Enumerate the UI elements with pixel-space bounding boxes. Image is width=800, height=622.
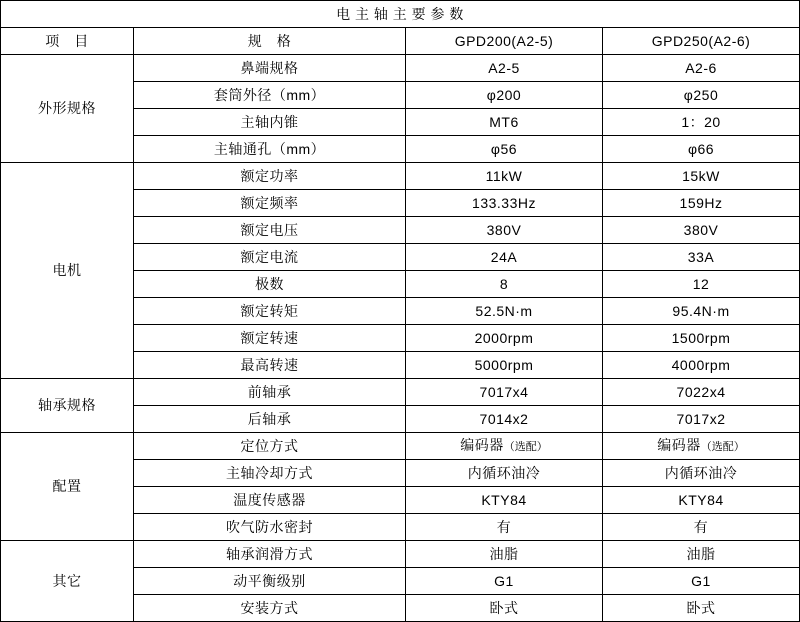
row-value-model-1: φ200 xyxy=(406,82,603,109)
row-value-model-2: 内循环油冷 xyxy=(603,460,800,487)
row-value-model-2: 33A xyxy=(603,244,800,271)
group-label: 其它 xyxy=(1,541,134,622)
row-value-model-2: 4000rpm xyxy=(603,352,800,379)
row-value-model-2: φ66 xyxy=(603,136,800,163)
row-value-model-2: 15kW xyxy=(603,163,800,190)
row-value-model-2 xyxy=(603,433,800,460)
row-item-label: 后轴承 xyxy=(134,406,406,433)
row-item-label: 额定电流 xyxy=(134,244,406,271)
row-value-model-2: 1500rpm xyxy=(603,325,800,352)
group-label: 电机 xyxy=(1,163,134,379)
page-title: 电 主 轴 主 要 参 数 xyxy=(1,1,800,28)
row-value-model-2: 有 xyxy=(603,514,800,541)
row-value-model-2: 7022x4 xyxy=(603,379,800,406)
group-label: 配置 xyxy=(1,433,134,541)
row-item-label: 额定电压 xyxy=(134,217,406,244)
row-value-model-1: G1 xyxy=(406,568,603,595)
row-value-model-1: 油脂 xyxy=(406,541,603,568)
column-header-item: 项 目 xyxy=(1,28,134,55)
row-value-model-1: 52.5N·m xyxy=(406,298,603,325)
row-value-model-1: MT6 xyxy=(406,109,603,136)
row-value-model-1: 有 xyxy=(406,514,603,541)
row-item-label: 鼻端规格 xyxy=(134,55,406,82)
row-value-model-1: 133.33Hz xyxy=(406,190,603,217)
row-value-model-1: 24A xyxy=(406,244,603,271)
table-row xyxy=(1,163,800,190)
row-item-label: 吹气防水密封 xyxy=(134,514,406,541)
title-row xyxy=(1,1,800,28)
row-item-label: 额定功率 xyxy=(134,163,406,190)
row-item-label: 额定转速 xyxy=(134,325,406,352)
row-value-model-1: 8 xyxy=(406,271,603,298)
row-item-label: 轴承润滑方式 xyxy=(134,541,406,568)
row-value-model-2: 95.4N·m xyxy=(603,298,800,325)
row-value-model-2: 1：20 xyxy=(603,109,800,136)
row-value-model-1: 卧式 xyxy=(406,595,603,622)
row-value-model-2: 12 xyxy=(603,271,800,298)
row-value-model-2: 159Hz xyxy=(603,190,800,217)
row-value-model-1: 2000rpm xyxy=(406,325,603,352)
row-item-label: 动平衡级别 xyxy=(134,568,406,595)
row-value-model-1: 7017x4 xyxy=(406,379,603,406)
row-value-model-1: KTY84 xyxy=(406,487,603,514)
row-value-model-1: 380V xyxy=(406,217,603,244)
row-item-label: 额定频率 xyxy=(134,190,406,217)
row-item-label: 主轴冷却方式 xyxy=(134,460,406,487)
row-value-model-1: φ56 xyxy=(406,136,603,163)
group-label: 外形规格 xyxy=(1,55,134,163)
table-row xyxy=(1,541,800,568)
column-header-model-2: GPD250(A2-6) xyxy=(603,28,800,55)
row-item-label: 主轴内锥 xyxy=(134,109,406,136)
row-item-label: 温度传感器 xyxy=(134,487,406,514)
column-header-spec: 规 格 xyxy=(134,28,406,55)
row-value-model-2: 卧式 xyxy=(603,595,800,622)
row-value-model-1-text: 编码器 xyxy=(460,437,504,454)
row-item-label: 额定转矩 xyxy=(134,298,406,325)
row-value-model-1: 内循环油冷 xyxy=(406,460,603,487)
row-value-model-2: KTY84 xyxy=(603,487,800,514)
group-label: 轴承规格 xyxy=(1,379,134,433)
table-row xyxy=(1,433,800,460)
header-row xyxy=(1,28,800,55)
row-item-label: 最高转速 xyxy=(134,352,406,379)
row-value-model-2: A2-6 xyxy=(603,55,800,82)
row-value-model-2-text: 编码器 xyxy=(657,437,701,454)
row-value-model-1: 5000rpm xyxy=(406,352,603,379)
row-item-label: 套筒外径（mm） xyxy=(134,82,406,109)
row-value-model-1: A2-5 xyxy=(406,55,603,82)
row-value-model-2: G1 xyxy=(603,568,800,595)
row-value-model-1 xyxy=(406,433,603,460)
row-value-model-1: 11kW xyxy=(406,163,603,190)
row-value-model-1: 7014x2 xyxy=(406,406,603,433)
table-row xyxy=(1,379,800,406)
row-value-model-1-note: （选配） xyxy=(503,441,548,454)
row-item-label: 安装方式 xyxy=(134,595,406,622)
row-item-label: 前轴承 xyxy=(134,379,406,406)
row-item-label: 极数 xyxy=(134,271,406,298)
row-value-model-2: 油脂 xyxy=(603,541,800,568)
row-value-model-2: 380V xyxy=(603,217,800,244)
column-header-model-1: GPD200(A2-5) xyxy=(406,28,603,55)
row-value-model-2-note: （选配） xyxy=(700,441,745,454)
table-row xyxy=(1,55,800,82)
row-value-model-2: 7017x2 xyxy=(603,406,800,433)
row-item-label: 定位方式 xyxy=(134,433,406,460)
row-item-label: 主轴通孔（mm） xyxy=(134,136,406,163)
row-value-model-2: φ250 xyxy=(603,82,800,109)
